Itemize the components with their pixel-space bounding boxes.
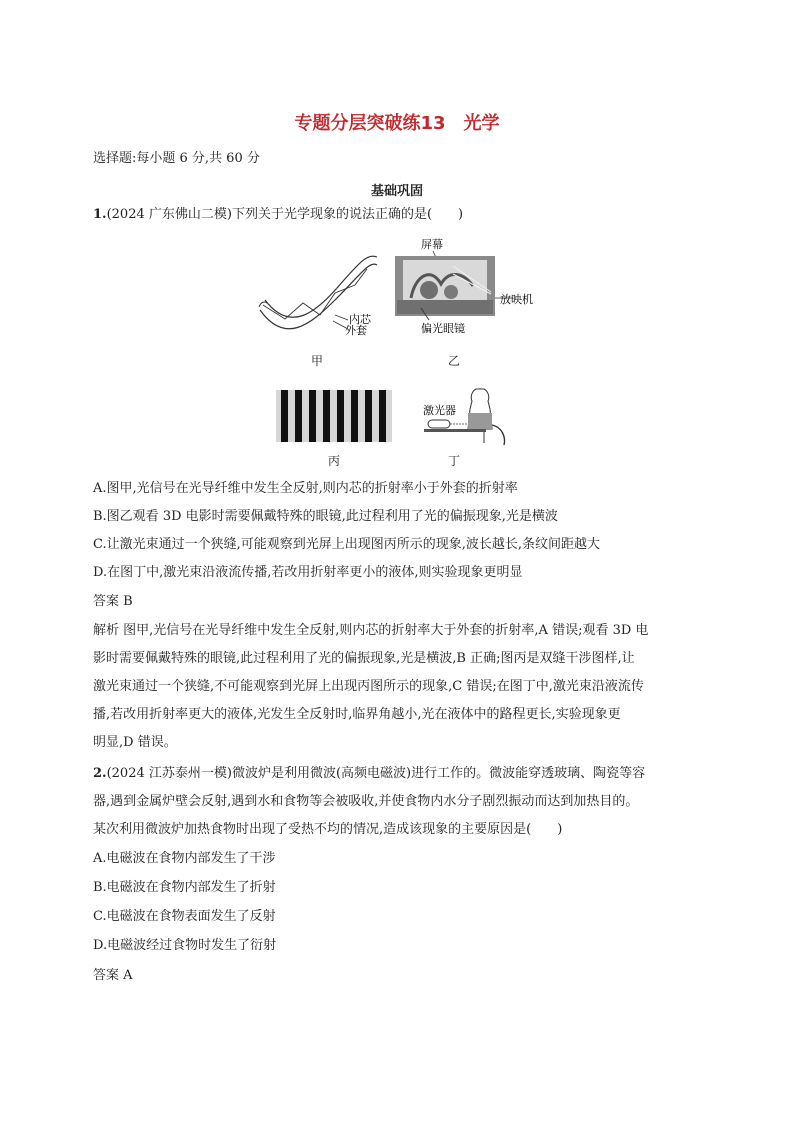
q2-stem-text-1: (2024 江苏泰州一模)微波炉是利用微波(高频电磁波)进行工作的。微波能穿透玻璃、陶瓷等容	[106, 766, 646, 781]
label-polarized-glasses: 偏光眼镜	[421, 322, 465, 335]
q1-answer	[93, 594, 133, 610]
figure-jia-optical-fiber	[255, 255, 380, 345]
q1-analysis-label: 解析	[93, 623, 120, 638]
q1-analysis-line-5: 明显,D 错误。	[93, 735, 177, 750]
caption-bing: 丙	[328, 454, 341, 468]
label-screen: 屏幕	[421, 238, 443, 251]
q1-option-b: B.图乙观看 3D 电影时需要佩戴特殊的眼镜,此过程利用了光的偏振现象,光是横波	[93, 509, 558, 524]
figure-ding-laser-liquid	[420, 385, 510, 447]
q1-stem-text: (2024 广东佛山二模)下列关于光学现象的说法正确的是( )	[106, 207, 464, 222]
q1-option-c: C.让激光束通过一个狭缝,可能观察到光屏上出现图丙所示的现象,波长越长,条纹间距越大	[93, 537, 601, 552]
caption-jia: 甲	[311, 354, 324, 368]
label-outer-cladding: 外套	[345, 324, 367, 337]
caption-ding: 丁	[448, 454, 461, 468]
figure-bing-fringe-pattern	[276, 390, 392, 442]
label-inner-core: 内芯	[349, 313, 371, 326]
q1-option-d: D.在图丁中,激光束沿液流传播,若改用折射率更小的液体,则实验现象更明显	[93, 565, 523, 580]
q1-answer-value: B	[123, 594, 133, 609]
q1-analysis-text-1: 图甲,光信号在光导纤维中发生全反射,则内芯的折射率大于外套的折射率,A 错误;观看 3D 电	[123, 623, 649, 638]
q2-option-d: D.电磁波经过食物时发生了衍射	[93, 938, 277, 953]
q1-analysis-line-1	[93, 623, 648, 639]
q2-stem-line-1	[93, 766, 645, 782]
figure-yi-3d-cinema	[393, 236, 543, 336]
q1-number: 1.	[93, 207, 107, 222]
q2-answer-value: A	[123, 968, 133, 983]
page-title: 专题分层突破练13 光学	[294, 113, 500, 134]
q2-stem-line-3: 某次利用微波炉加热食物时出现了受热不均的情况,造成该现象的主要原因是( )	[93, 822, 563, 837]
q1-analysis-line-3: 激光束通过一个狭缝,不可能观察到光屏上出现丙图所示的现象,C 错误;在图丁中,激光束沿液流传	[93, 679, 644, 694]
q1-analysis-line-2: 影时需要佩戴特殊的眼镜,此过程利用了光的偏振现象,光是横波,B 正确;图丙是双缝干涉图样,让	[93, 651, 635, 666]
label-projector: 放映机	[500, 293, 533, 306]
q2-number: 2.	[93, 766, 107, 781]
q2-option-c: C.电磁波在食物表面发生了反射	[93, 909, 276, 924]
label-laser: 激光器	[423, 404, 456, 417]
q1-answer-label: 答案	[93, 594, 120, 609]
q2-option-a: A.电磁波在食物内部发生了干涉	[93, 851, 276, 866]
q1-stem	[93, 207, 463, 223]
section-heading: 基础巩固	[370, 184, 423, 199]
q2-option-b: B.电磁波在食物内部发生了折射	[93, 880, 276, 895]
q2-answer	[93, 968, 133, 984]
q1-analysis-line-4: 播,若改用折射率更大的液体,光发生全反射时,临界角越小,光在液体中的路程更长,实验现象更	[93, 707, 621, 722]
q1-option-a: A.图甲,光信号在光导纤维中发生全反射,则内芯的折射率小于外套的折射率	[93, 481, 518, 496]
intro-text: 选择题:每小题 6 分,共 60 分	[93, 151, 260, 166]
caption-yi: 乙	[448, 354, 461, 368]
q2-answer-label: 答案	[93, 968, 120, 983]
q2-stem-line-2: 器,遇到金属炉壁会反射,遇到水和食物等会被吸收,并使食物内水分子剧烈振动而达到加热目的。	[93, 794, 639, 809]
